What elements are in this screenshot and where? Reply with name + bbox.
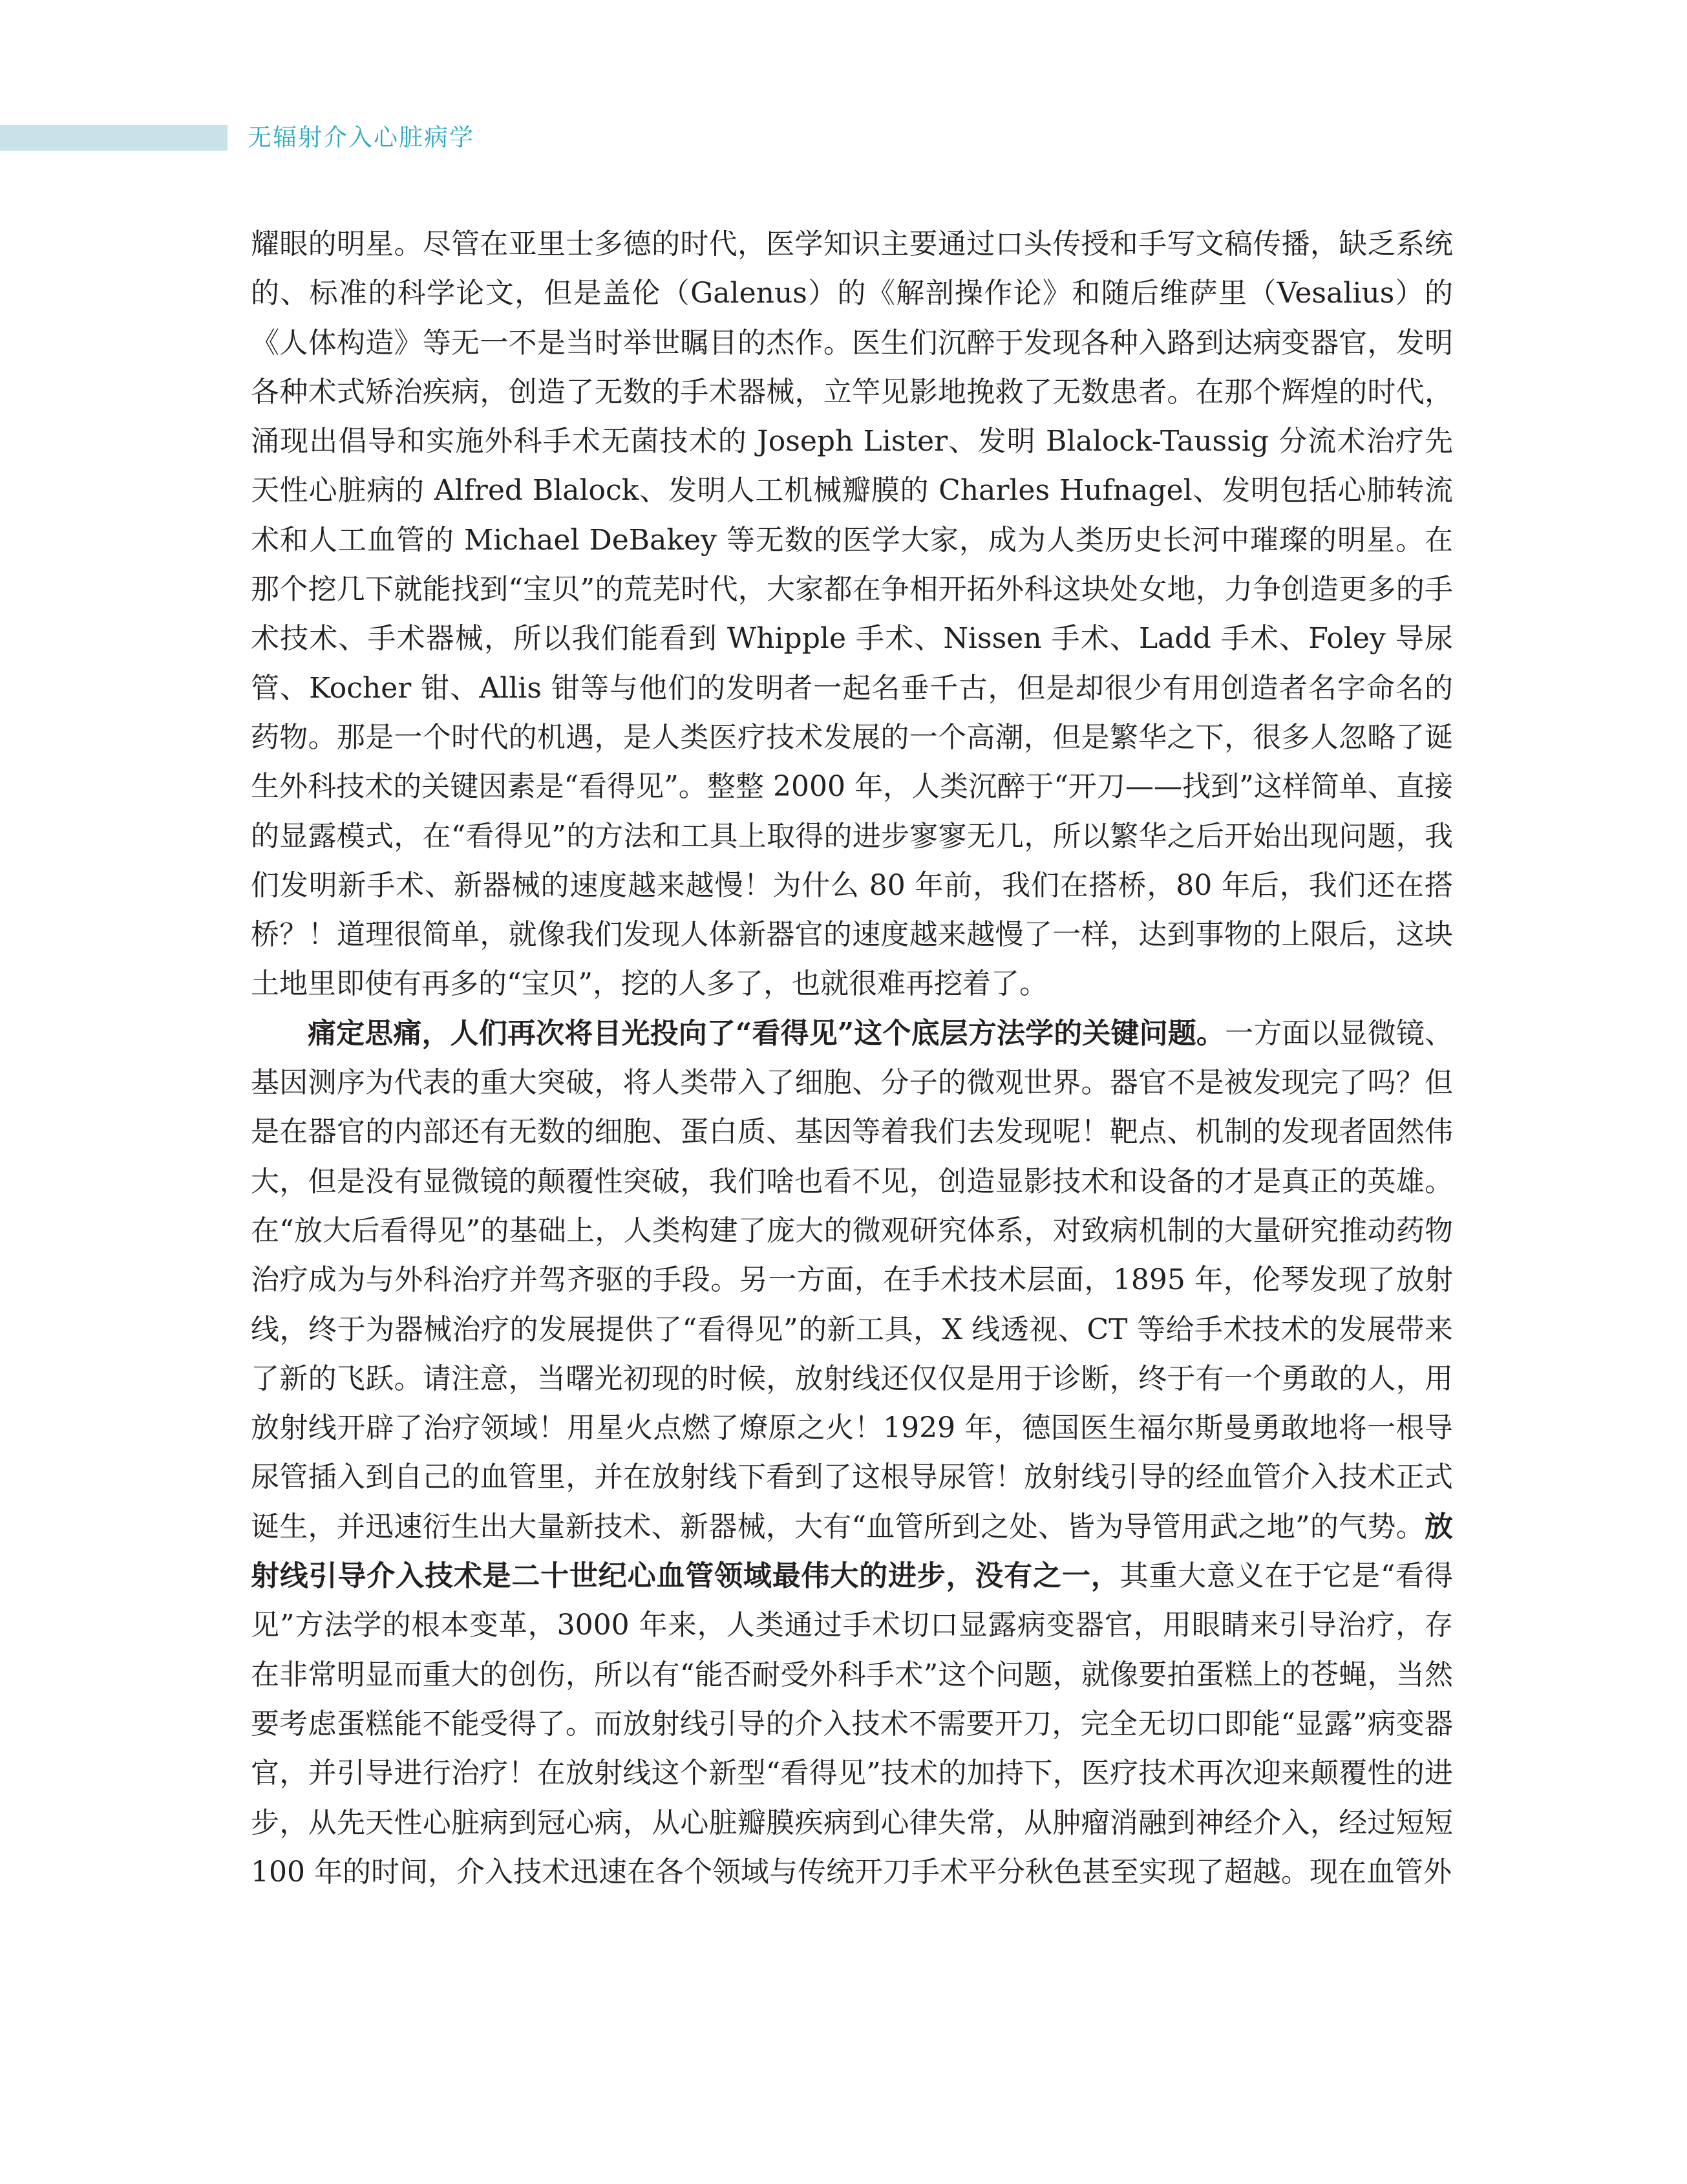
- paragraph-2-bold-emphasis: 放射线引导介入技术是二十世纪心血管领域最伟大的进步，没有之一，: [251, 1510, 1453, 1593]
- paragraph-2: [251, 1009, 1453, 1897]
- paragraph-2-bold-lead: 痛定思痛，人们再次将目光投向了“看得见”这个底层方法学的关键问题。: [308, 1016, 1225, 1050]
- paragraph-1-text: 耀眼的明星。尽管在亚里士多德的时代，医学知识主要通过口头传授和手写文稿传播，缺乏系统的、标准的科学论文，但是盖伦（Galenus）的《解剖操作论》和随后维萨里（Vesalius）的《人体构造》等无一不是当时举世瞩目的杰作。医生们沉醉于发现各种入路到达病变器官，发明各种术式矫治疾病，创造了无数的手术器械，立竿见影地挽救了无数患者。在那个辉煌的时代，涌现出倡导和实施外科手术无菌技术的 Joseph Lister、发明 Blalock-Taussig 分流术治疗先天性心脏病的 Alfred Blalock、发明人工机械瓣膜的 Charles Hufnagel、发明包括心肺转流术和人工血管的 Michael DeBakey 等无数的医学大家，成为人类历史长河中璀璨的明星。在那个挖几下就能找到“宝贝”的荒芜时代，大家都在争相开拓外科这块处女地，力争创造更多的手术技术、手术器械，所以我们能看到 Whipple 手术、Nissen 手术、Ladd 手术、Foley 导尿管、Kocher 钳、Allis 钳等与他们的发明者一起名垂千古，但是却很少有用创造者名字命名的药物。那是一个时代的机遇，是人类医疗技术发展的一个高潮，但是繁华之下，很多人忽略了诞生外科技术的关键因素是“看得见”。整整 2000 年，人类沉醉于“开刀——找到”这样简单、直接的显露模式，在“看得见”的方法和工具上取得的进步寥寥无几，所以繁华之后开始出现问题，我们发明新手术、新器械的速度越来越慢！为什么 80 年前，我们在搭桥，80 年后，我们还在搭桥？！道理很简单，就像我们发现人体新器官的速度越来越慢了一样，达到事物的上限后，这块土地里即使有再多的“宝贝”，挖的人多了，也就很难再挖着了。: [251, 228, 1453, 1001]
- paragraph-2-text-a: 一方面以显微镜、基因测序为代表的重大突破，将人类带入了细胞、分子的微观世界。器官不是被发现完了吗？但是在器官的内部还有无数的细胞、蛋白质、基因等着我们去发现呢！靶点、机制的发现者固然伟大，但是没有显微镜的颠覆性突破，我们啥也看不见，创造显影技术和设备的才是真正的英雄。在“放大后看得见”的基础上，人类构建了庞大的微观研究体系，对致病机制的大量研究推动药物治疗成为与外科治疗并驾齐驱的手段。另一方面，在手术技术层面，1895 年，伦琴发现了放射线，终于为器械治疗的发展提供了“看得见”的新工具，X 线透视、CT 等给手术技术的发展带来了新的飞跃。请注意，当曙光初现的时候，放射线还仅仅是用于诊断，终于有一个勇敢的人，用放射线开辟了治疗领域！用星火点燃了燎原之火！1929 年，德国医生福尔斯曼勇敢地将一根导尿管插入到自己的血管里，并在放射线下看到了这根导尿管！放射线引导的经血管介入技术正式诞生，并迅速衍生出大量新技术、新器械，大有“血管所到之处、皆为导管用武之地”的气势。: [251, 1016, 1454, 1543]
- paragraph-2-text-b: 其重大意义在于它是“看得见”方法学的根本变革，3000 年来，人类通过手术切口显露病变器官，用眼睛来引导治疗，存在非常明显而重大的创伤，所以有“能否耐受外科手术”这个问题，就像要拍蛋糕上的苍蝇，当然要考虑蛋糕能不能受得了。而放射线引导的介入技术不需要开刀，完全无切口即能“显露”病变器官，并引导进行治疗！在放射线这个新型“看得见”技术的加持下，医疗技术再次迎来颠覆性的进步，从先天性心脏病到冠心病，从心脏瓣膜疾病到心律失常，从肿瘤消融到神经介入，经过短短 100 年的时间，介入技术迅速在各个领域与传统开刀手术平分秋色甚至实现了超越。现在血管外: [251, 1559, 1453, 1889]
- paragraph-1: [251, 220, 1453, 1009]
- body-text: [251, 220, 1453, 1897]
- header-accent-bar: [0, 125, 228, 151]
- running-title: 无辐射介入心脏病学: [248, 123, 474, 151]
